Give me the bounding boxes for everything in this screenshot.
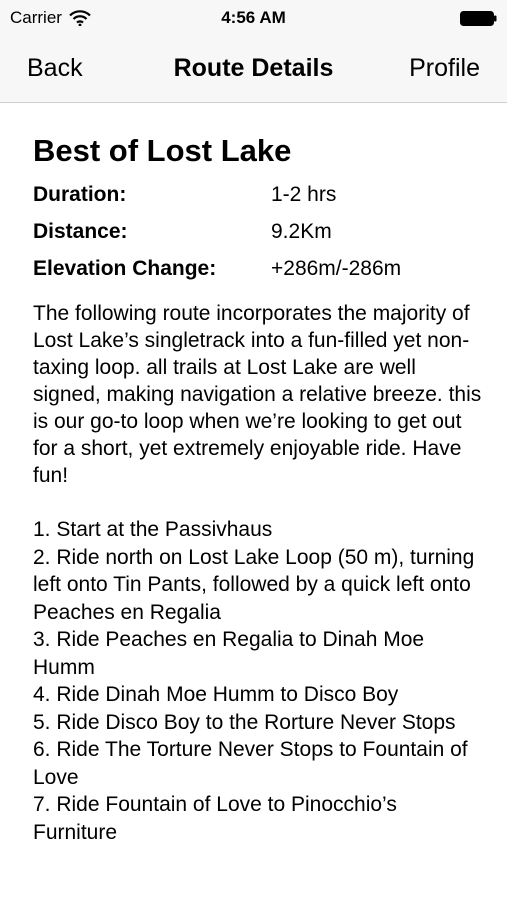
stat-value: 9.2Km xyxy=(271,219,332,243)
stat-row-duration xyxy=(33,176,483,213)
route-step: 6. Ride The Torture Never Stops to Fountain of Love xyxy=(33,738,468,789)
navigation-bar xyxy=(0,36,507,103)
stat-label: Distance: xyxy=(33,219,128,243)
stat-value: +286m/-286m xyxy=(271,256,402,280)
route-step: 7. Ride Fountain of Love to Pinocchio’s Furniture xyxy=(33,793,397,844)
route-step: 1. Start at the Passivhaus xyxy=(33,518,273,541)
carrier-label: Carrier xyxy=(10,8,62,27)
stat-row-elevation xyxy=(33,250,483,287)
route-step: 3. Ride Peaches en Regalia to Dinah Moe Humm xyxy=(33,628,425,679)
stat-label: Duration: xyxy=(33,182,127,206)
stat-value: 1-2 hrs xyxy=(271,182,337,206)
status-bar xyxy=(0,0,507,36)
route-details-content xyxy=(33,132,488,846)
route-title: Best of Lost Lake xyxy=(33,133,292,168)
route-step: 4. Ride Dinah Moe Humm to Disco Boy xyxy=(33,683,399,706)
route-steps xyxy=(33,516,483,846)
stat-row-distance xyxy=(33,213,483,250)
battery-icon xyxy=(460,11,497,26)
stat-label: Elevation Change: xyxy=(33,256,217,280)
back-button[interactable]: Back xyxy=(27,54,83,82)
route-step: 5. Ride Disco Boy to the Rorture Never Stops xyxy=(33,710,456,734)
profile-button[interactable]: Profile xyxy=(409,54,480,82)
page-title: Route Details xyxy=(173,54,334,82)
route-description: The following route incorporates the majority of Lost Lake’s singletrack into a fun-filled yet non-taxing loop. all trails at Lost Lake are well signed, making navigation a relative breeze. this is our go-to loop when we’re looking to get out for a short, yet extremely enjoyable ride. Have fun! xyxy=(33,302,488,487)
route-step: 2. Ride north on Lost Lake Loop (50 m), turning left onto Tin Pants, followed by a quick left onto Peaches en Regalia xyxy=(33,545,475,624)
status-time: 4:56 AM xyxy=(221,8,286,27)
